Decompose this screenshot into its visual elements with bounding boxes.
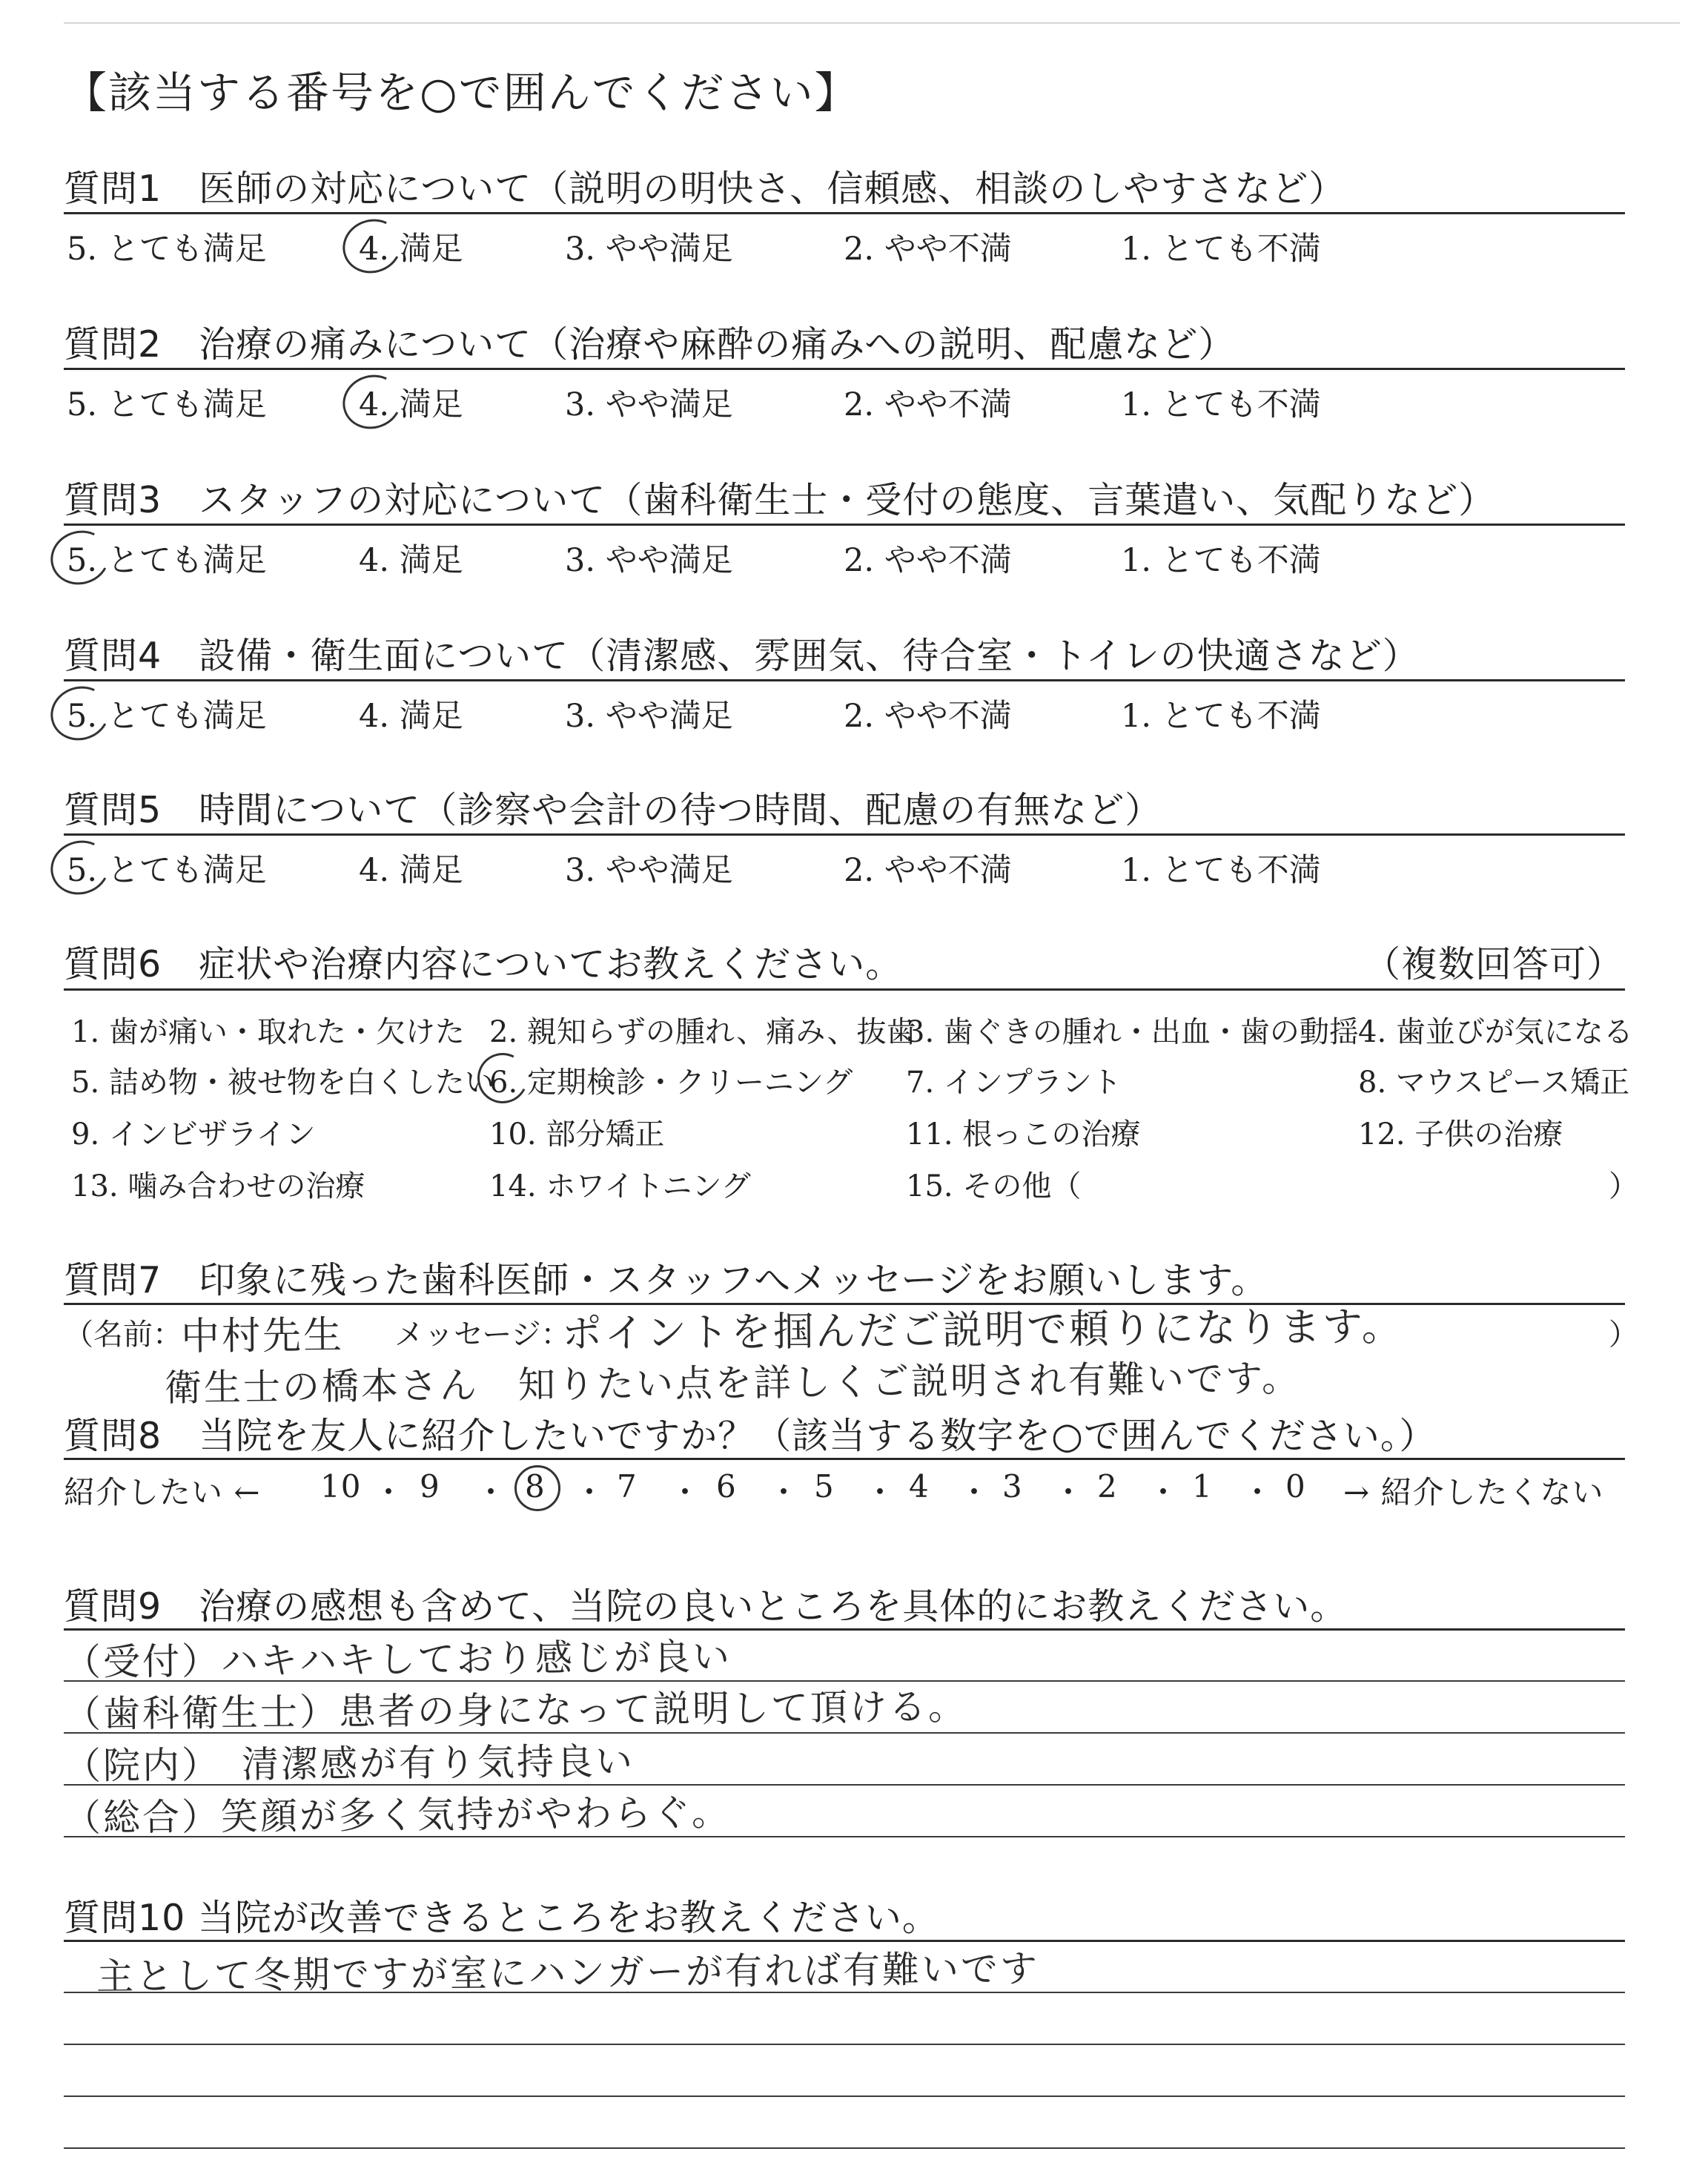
- q7-name-value: 中村先生: [180, 1313, 345, 1359]
- q8-scale-0: 0: [1285, 1468, 1306, 1505]
- q6-note: （複数回答可）: [1364, 943, 1624, 985]
- q5-option-4: 4. 満足: [359, 852, 463, 889]
- q5-rule: [64, 833, 1625, 836]
- q6-option-9: 9. インビザライン: [71, 1117, 316, 1152]
- q1-option-2: 2. やや不満: [844, 231, 1012, 268]
- q6-option-4: 4. 歯並びが気になる: [1358, 1015, 1633, 1049]
- q3-option-4: 4. 満足: [359, 542, 463, 579]
- q8-scale-9: 9: [420, 1468, 440, 1505]
- q7-title: 質問7 印象に残った歯科医師・スタッフへメッセージをお願いします。: [64, 1259, 1268, 1301]
- q8-rule: [64, 1458, 1625, 1460]
- q4-selected-circle: [44, 678, 116, 747]
- q6-option-8: 8. マウスピース矯正: [1358, 1066, 1630, 1100]
- q8-scale-5: 5: [814, 1468, 835, 1505]
- q8-left-label: 紹介したい ←: [64, 1474, 261, 1510]
- q8-separator: ・: [373, 1474, 406, 1510]
- q8-separator: ・: [475, 1474, 508, 1510]
- q4-rule: [64, 679, 1625, 681]
- q3-rule: [64, 524, 1625, 526]
- q8-separator: ・: [1242, 1474, 1274, 1510]
- q8-scale-4: 4: [909, 1468, 930, 1505]
- q7-message-label: メッセージ：: [394, 1318, 571, 1352]
- q2-option-4: 4. 満足: [359, 386, 463, 423]
- q2-selected-circle: [336, 367, 408, 436]
- q2-option-1: 1. とても不満: [1121, 386, 1321, 423]
- q4-option-5: 5. とても満足: [67, 698, 267, 735]
- q1-selected-circle: [336, 211, 408, 280]
- q6-option-11: 11. 根っこの治療: [906, 1117, 1141, 1152]
- q2-option-3: 3. やや満足: [565, 386, 733, 423]
- q4-option-4: 4. 満足: [359, 698, 463, 735]
- q8-scale-7: 7: [617, 1468, 638, 1505]
- q6-close-paren: ）: [1609, 1169, 1638, 1203]
- q3-option-3: 3. やや満足: [565, 542, 733, 579]
- q8-separator: ・: [768, 1474, 801, 1510]
- q8-scale-1: 1: [1192, 1468, 1213, 1505]
- q8-separator: ・: [1148, 1474, 1180, 1510]
- q8-title: 質問8 当院を友人に紹介したいですか？（該当する数字を○で囲んでください。）: [64, 1415, 1437, 1457]
- q7-close-paren: ）: [1609, 1318, 1638, 1352]
- q4-option-3: 3. やや満足: [565, 698, 733, 735]
- top-divider: [64, 22, 1680, 24]
- q1-option-4: 4. 満足: [359, 231, 463, 268]
- q8-separator: ・: [574, 1474, 606, 1510]
- q8-scale-6: 6: [716, 1468, 737, 1505]
- q6-option-12: 12. 子供の治療: [1358, 1117, 1563, 1152]
- q3-option-2: 2. やや不満: [844, 542, 1012, 579]
- q8-separator: ・: [669, 1474, 702, 1510]
- q9-answer-line-1: （受付）ハキハキしており感じが良い: [63, 1635, 732, 1684]
- q3-option-5: 5. とても満足: [67, 542, 267, 579]
- q2-option-5: 5. とても満足: [67, 386, 267, 423]
- q6-option-15: 15. その他（: [906, 1169, 1082, 1203]
- q9-answer-line-2: （歯科衛生士）患者の身になって説明して頂ける。: [63, 1685, 968, 1736]
- q8-scale-8: 8: [525, 1468, 546, 1505]
- q7-extra-line: 衛生士の橋本さん 知りたい点を詳しくご説明され有難いです。: [164, 1356, 1302, 1410]
- q8-right-label: → 紹介したくない: [1343, 1474, 1604, 1510]
- q8-separator: ・: [959, 1474, 991, 1510]
- q6-title: 質問6 症状や治療内容についてお教えください。: [64, 943, 903, 985]
- q10-answer-line-1: 主として冬期ですが室にハンガーが有れば有難いです: [96, 1946, 1040, 1998]
- q7-message-value: ポイントを掴んだご説明で頼りになります。: [561, 1303, 1404, 1357]
- q5-title: 質問5 時間について（診察や会計の待つ時間、配慮の有無など）: [64, 789, 1162, 831]
- q6-option-2: 2. 親知らずの腫れ、痛み、抜歯: [489, 1015, 916, 1049]
- q6-option-3: 3. 歯ぐきの腫れ・出血・歯の動揺: [906, 1015, 1359, 1049]
- q8-scale-3: 3: [1002, 1468, 1023, 1505]
- q4-title: 質問4 設備・衛生面について（清潔感、雰囲気、待合室・トイレの快適さなど）: [64, 635, 1420, 677]
- q2-option-2: 2. やや不満: [844, 386, 1012, 423]
- q1-option-5: 5. とても満足: [67, 231, 267, 268]
- q5-option-1: 1. とても不満: [1121, 852, 1321, 889]
- q9-answer-line-3: （院内） 清潔感が有り気持良い: [63, 1740, 635, 1788]
- q3-option-1: 1. とても不満: [1121, 542, 1321, 579]
- q6-option-13: 13. 噛み合わせの治療: [71, 1169, 365, 1203]
- q3-title: 質問3 スタッフの対応について（歯科衛生士・受付の態度、言葉遣い、気配りなど）: [64, 479, 1496, 521]
- q6-option-7: 7. インプラント: [906, 1066, 1122, 1100]
- q1-rule: [64, 212, 1625, 214]
- q6-option-6: 6. 定期検診・クリーニング: [489, 1066, 853, 1100]
- q5-option-3: 3. やや満足: [565, 852, 733, 889]
- q4-option-2: 2. やや不満: [844, 698, 1012, 735]
- q9-answer-line-4: （総合）笑顔が多く気持がやわらぐ。: [63, 1791, 732, 1840]
- q4-option-1: 1. とても不満: [1121, 698, 1321, 735]
- q5-selected-circle: [44, 833, 116, 902]
- q5-option-5: 5. とても満足: [67, 852, 267, 889]
- q9-title: 質問9 治療の感想も含めて、当院の良いところを具体的にお教えください。: [64, 1585, 1348, 1628]
- q1-option-3: 3. やや満足: [565, 231, 733, 268]
- q8-scale-10: 10: [320, 1468, 362, 1505]
- q1-title: 質問1 医師の対応について（説明の明快さ、信頼感、相談のしやすさなど）: [64, 168, 1346, 210]
- q8-scale-2: 2: [1097, 1468, 1118, 1505]
- q3-selected-circle: [44, 523, 116, 592]
- q10-line: [64, 2147, 1625, 2149]
- q10-line: [64, 2095, 1625, 2097]
- q5-option-2: 2. やや不満: [844, 852, 1012, 889]
- q6-option-14: 14. ホワイトニング: [489, 1169, 751, 1203]
- q10-line: [64, 2044, 1625, 2045]
- q8-separator: ・: [1053, 1474, 1085, 1510]
- q8-separator: ・: [864, 1474, 897, 1510]
- q6-option-5: 5. 詰め物・被せ物を白くしたい: [71, 1066, 494, 1100]
- q2-rule: [64, 368, 1625, 370]
- q10-title: 質問10 当院が改善できるところをお教えください。: [64, 1897, 939, 1939]
- instructions-header: 【該当する番号を○で囲んでください】: [64, 67, 859, 118]
- q6-rule: [64, 988, 1625, 991]
- q6-option-1: 1. 歯が痛い・取れた・欠けた: [71, 1015, 465, 1049]
- q7-name-label: （名前：: [64, 1318, 182, 1352]
- q2-title: 質問2 治療の痛みについて（治療や麻酔の痛みへの説明、配慮など）: [64, 323, 1236, 366]
- q1-option-1: 1. とても不満: [1121, 231, 1321, 268]
- q6-option-10: 10. 部分矯正: [489, 1117, 665, 1152]
- q8-selected-circle: [514, 1465, 560, 1511]
